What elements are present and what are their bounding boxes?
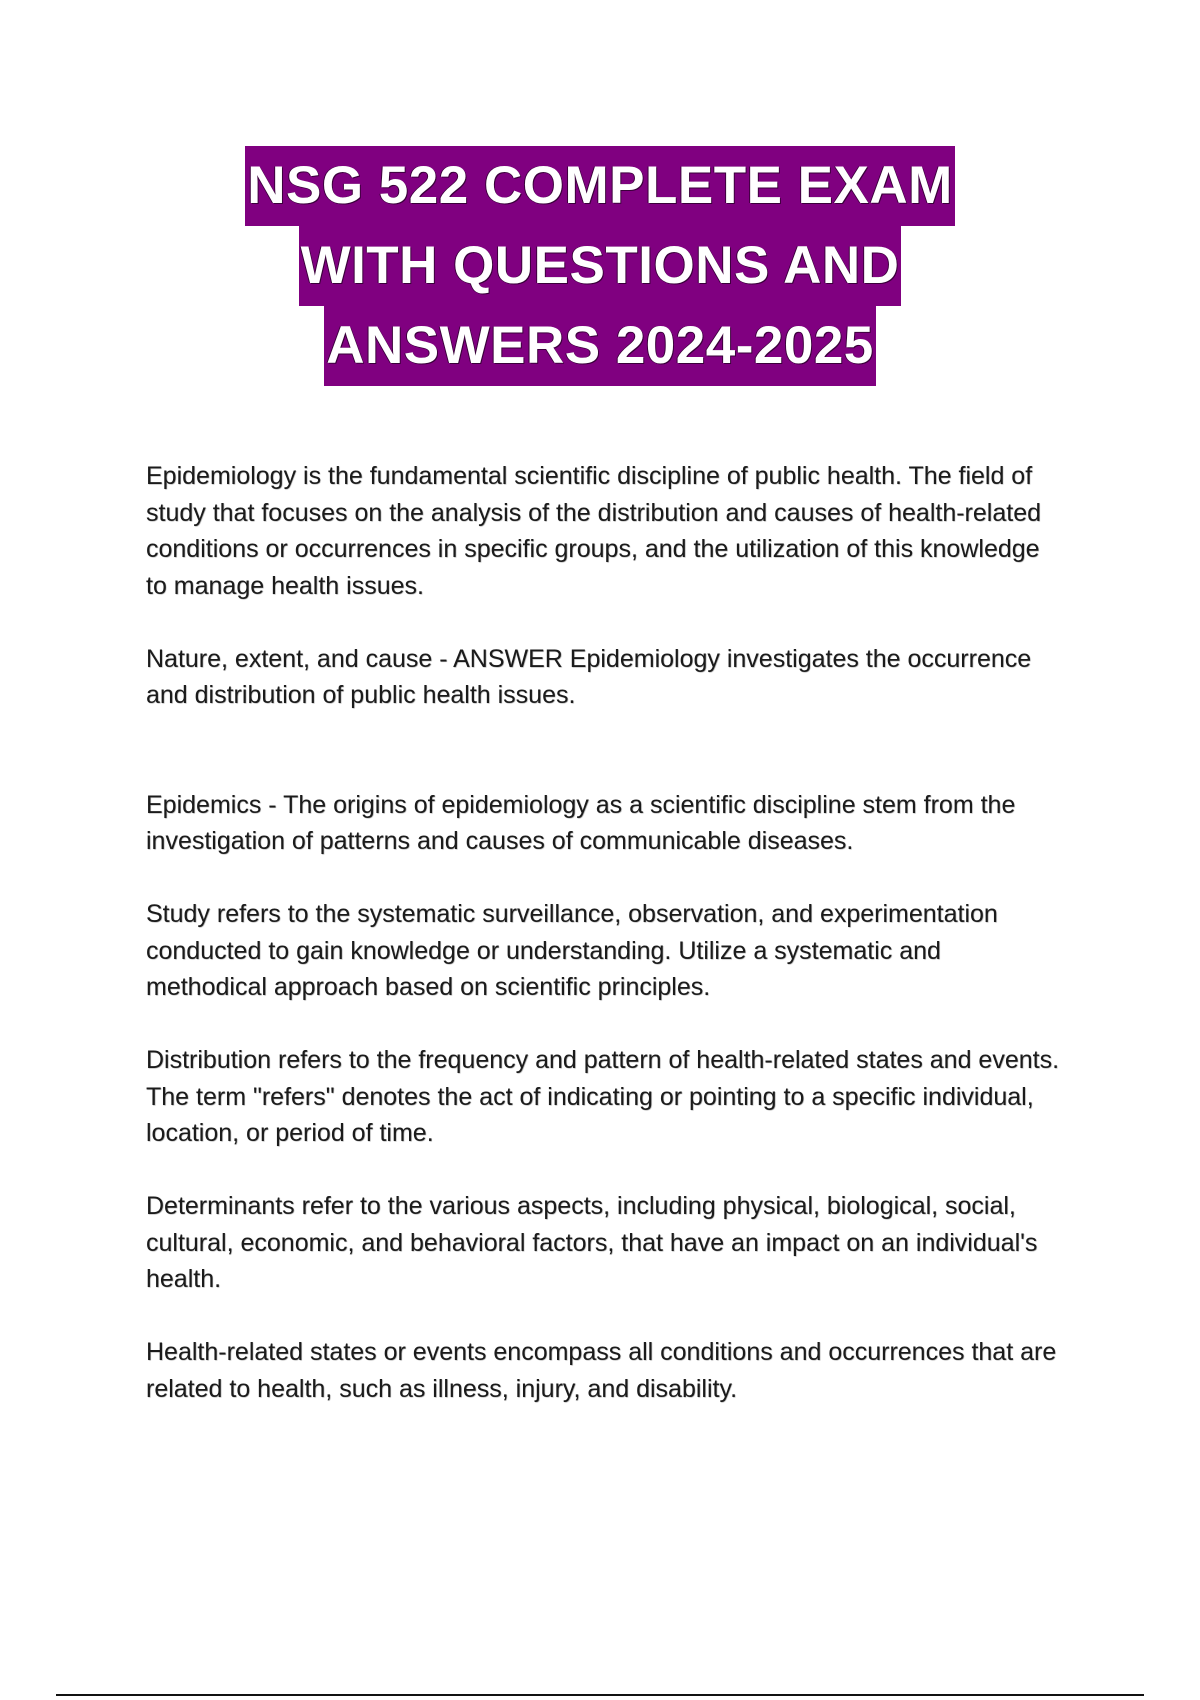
document-body <box>146 458 1066 1444</box>
paragraph-distribution: Distribution refers to the frequency and pattern of health-related states and events. The term "refers" denotes the act of indicating or pointing to a specific individual, location, or period of time. <box>146 1046 1060 1147</box>
title-line-1 <box>0 146 1200 226</box>
title-line-2 <box>0 226 1200 306</box>
title-line-3-text: ANSWERS 2024-2025 <box>324 306 876 386</box>
paragraph-study: Study refers to the systematic surveillance, observation, and experimentation conducted to gain knowledge or understanding. Utilize a systematic and methodical approach based on scientific principles. <box>146 900 998 1001</box>
paragraph-determinants: Determinants refer to the various aspects, including physical, biological, social, cultural, economic, and behavioral factors, that have an impact on an individual's health. <box>146 1192 1038 1293</box>
page-bottom-divider <box>56 1694 1144 1696</box>
title-line-2-text: WITH QUESTIONS AND <box>299 226 902 306</box>
title-line-1-text: NSG 522 COMPLETE EXAM <box>245 146 955 226</box>
document-title <box>0 146 1200 386</box>
title-line-3 <box>0 306 1200 386</box>
paragraph-epidemiology-definition: Epidemiology is the fundamental scientific discipline of public health. The field of study that focuses on the analysis of the distribution and causes of health-related conditions or occurrences in specific groups, and the utilization of this knowledge to manage health issues. <box>146 462 1041 600</box>
paragraph-health-related-states: Health-related states or events encompass all conditions and occurrences that are related to health, such as illness, injury, and disability. <box>146 1338 1057 1403</box>
paragraph-epidemics: Epidemics - The origins of epidemiology as a scientific discipline stem from the investigation of patterns and causes of communicable diseases. <box>146 790 1016 855</box>
paragraph-nature-extent-cause: Nature, extent, and cause - ANSWER Epidemiology investigates the occurrence and distribution of public health issues. <box>146 644 1032 709</box>
